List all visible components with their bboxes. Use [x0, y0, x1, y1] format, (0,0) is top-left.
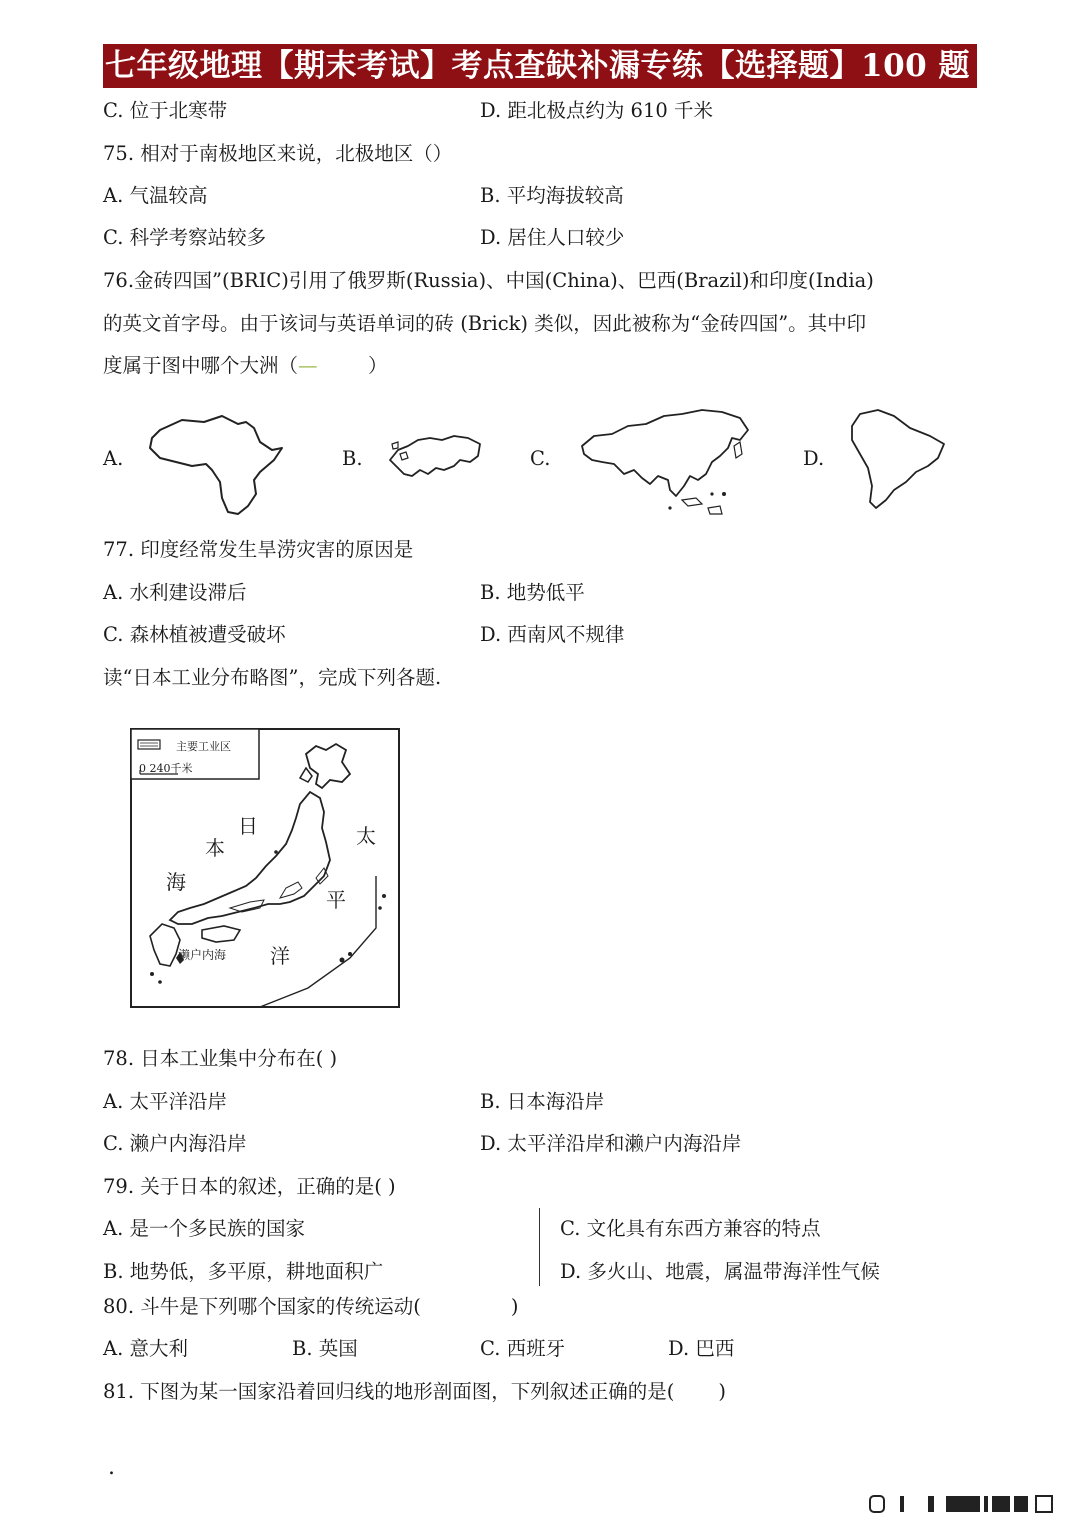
q74-option-c[interactable]: C. 位于北寒带 — [103, 99, 228, 122]
q78-option-b[interactable]: B. 日本海沿岸 — [480, 1090, 605, 1113]
q79-option-c[interactable]: C. 文化具有东西方兼容的特点 — [560, 1217, 821, 1240]
q76-option-a[interactable]: A. — [103, 447, 124, 470]
map-label-seto: 濑户内海 — [178, 948, 227, 962]
q75-option-b[interactable]: B. 平均海拔较高 — [480, 184, 624, 207]
map-label-tai: 太 — [356, 824, 376, 848]
q79-option-a[interactable]: A. 是一个多民族的国家 — [103, 1217, 305, 1240]
map-legend-label: 主要工业区 — [176, 740, 231, 753]
map-label-yang: 洋 — [270, 944, 290, 968]
q77-option-b[interactable]: B. 地势低平 — [480, 581, 585, 604]
q80-option-c[interactable]: C. 西班牙 — [480, 1337, 566, 1360]
q77-stem: 77. 印度经常发生旱涝灾害的原因是 — [103, 538, 414, 561]
map-label-ben: 本 — [205, 836, 225, 860]
q76-option-c[interactable]: C. — [530, 447, 551, 470]
q78-option-c[interactable]: C. 濑户内海沿岸 — [103, 1132, 247, 1155]
q76-stem-line1: 76.金砖四国”(BRIC)引用了俄罗斯(Russia)、中国(China)、巴西(Brazil)和印度(India) — [103, 269, 874, 292]
q77-option-a[interactable]: A. 水利建设滞后 — [103, 581, 247, 604]
map-label-ping: 平 — [326, 888, 346, 912]
q75-option-c[interactable]: C. 科学考察站较多 — [103, 226, 267, 249]
q76-answer-blank[interactable]: — — [298, 354, 318, 377]
q80-paren-close: ) — [510, 1295, 519, 1318]
q75-option-d[interactable]: D. 居住人口较少 — [480, 226, 625, 249]
q76-stem-line3-text: 度属于图中哪个大洲（ — [103, 354, 299, 377]
q80-stem — [103, 1294, 518, 1320]
q80-option-b[interactable]: B. 英国 — [292, 1337, 358, 1360]
q76-paren-close: ） — [368, 354, 388, 377]
africa-map-icon — [142, 410, 290, 520]
footer-dot: . — [108, 1455, 115, 1480]
q81-paren-close: ) — [718, 1380, 726, 1403]
q79-option-b[interactable]: B. 地势低，多平原，耕地面积广 — [103, 1260, 384, 1283]
q80-option-d[interactable]: D. 巴西 — [668, 1337, 735, 1360]
q79-divider — [539, 1208, 540, 1286]
map-label-ri: 日 — [238, 814, 258, 838]
q80-stem-text: 80. 斗牛是下列哪个国家的传统运动( — [103, 1295, 421, 1318]
q78-option-a[interactable]: A. 太平洋沿岸 — [103, 1090, 227, 1113]
map-intro: 读“日本工业分布略图”，完成下列各题. — [103, 666, 442, 689]
q81-stem-text: 81. 下图为某一国家沿着回归线的地形剖面图，下列叙述正确的是( — [103, 1380, 675, 1403]
q78-stem: 78. 日本工业集中分布在( ) — [103, 1047, 338, 1070]
q75-option-a[interactable]: A. 气温较高 — [103, 184, 208, 207]
q76-stem-line3 — [103, 353, 388, 379]
q80-option-a[interactable]: A. 意大利 — [103, 1337, 188, 1360]
q79-stem: 79. 关于日本的叙述，正确的是( ) — [103, 1175, 396, 1198]
map-scale-label: 0 240千米 — [139, 762, 193, 775]
page-title-banner: 七年级地理【期末考试】考点查缺补漏专练【选择题】100 题 — [103, 44, 977, 88]
map-label-hai: 海 — [166, 870, 186, 894]
footer-watermark-icon — [868, 1494, 1058, 1514]
q79-option-d[interactable]: D. 多火山、地震，属温带海洋性气候 — [560, 1260, 880, 1283]
q78-option-d[interactable]: D. 太平洋沿岸和濑户内海沿岸 — [480, 1132, 742, 1155]
asia-map-icon — [572, 404, 754, 522]
q75-stem: 75. 相对于南极地区来说，北极地区（） — [103, 142, 453, 165]
q76-stem-line2: 的英文首字母。由于该词与英语单词的砖 (Brick) 类似，因此被称为“金砖四国”。其中印 — [103, 312, 867, 335]
q81-stem — [103, 1379, 726, 1405]
europe-map-icon — [384, 430, 484, 486]
q76-option-b[interactable]: B. — [342, 447, 363, 470]
q76-option-d[interactable]: D. — [803, 447, 825, 470]
q77-option-c[interactable]: C. 森林植被遭受破坏 — [103, 623, 286, 646]
q77-option-d[interactable]: D. 西南风不规律 — [480, 623, 625, 646]
south-america-map-icon — [846, 406, 950, 512]
q74-option-d[interactable]: D. 距北极点约为 610 千米 — [480, 99, 713, 122]
